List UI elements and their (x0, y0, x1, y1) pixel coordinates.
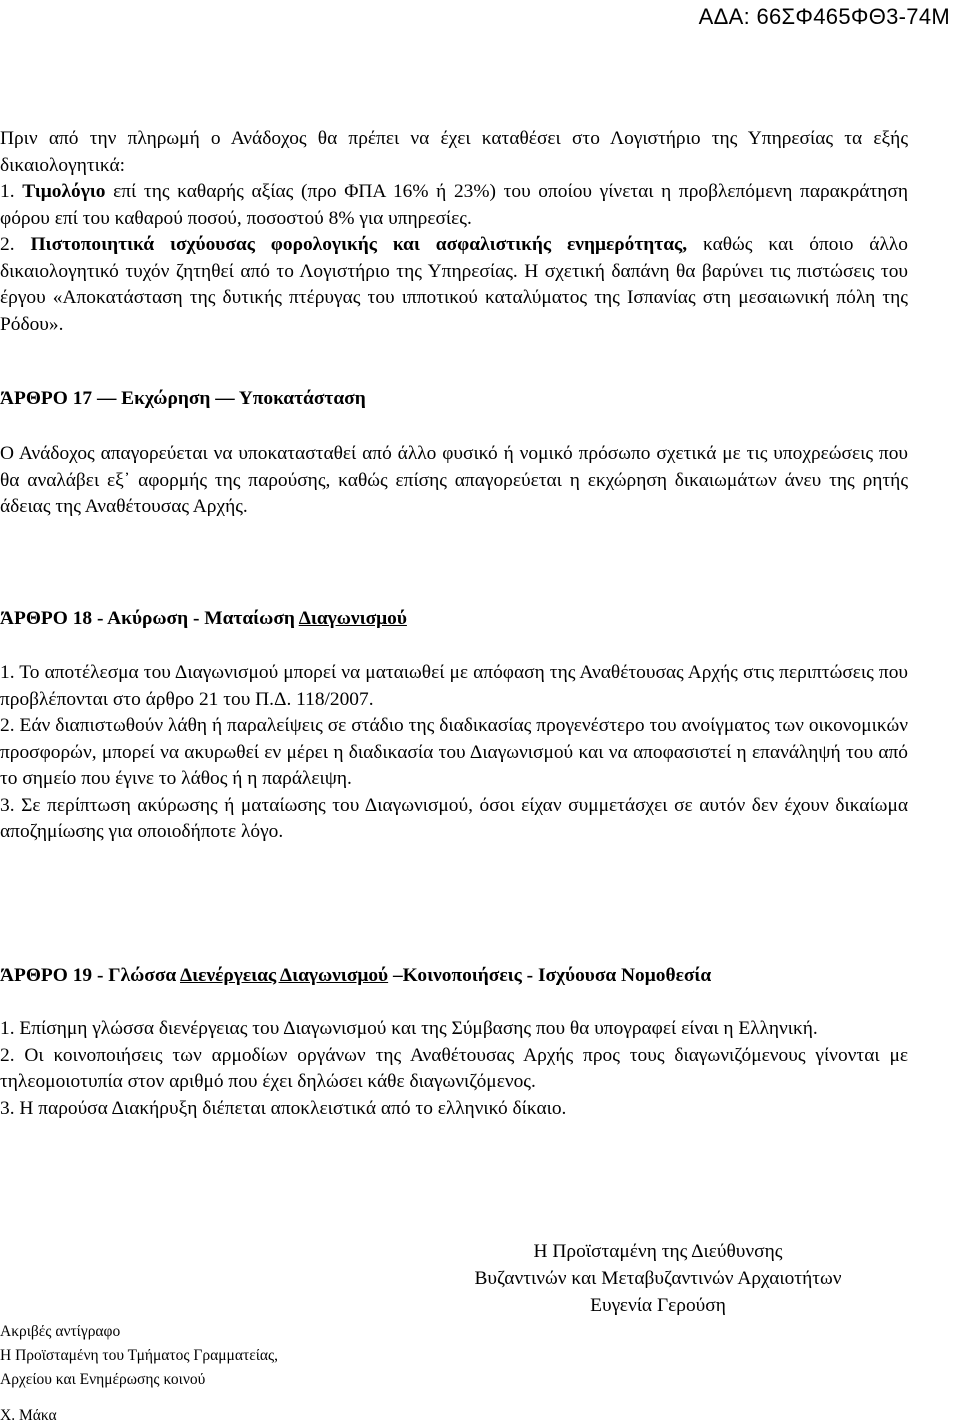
item2-number: 2. (0, 234, 15, 255)
article-19-item-2: 2. Οι κοινοποιήσεις των αρμοδίων οργάνων της Αναθέτουσας Αρχής προς τους διαγωνιζόμενους γίνονται με τηλεομοιοτυπία στον αριθμό που έχει δηλώσει κάθε διαγωνιζόμενος. (0, 1044, 908, 1092)
article-19-item-3: 3. Η παρούσα Διακήρυξη διέπεται αποκλειστικά από το ελληνικό δίκαιο. (0, 1097, 567, 1119)
item2-tail: Η σχετική δαπάνη θα βαρύνει τις πιστώσεις του έργου «Αποκατάσταση της δυτικής πτέρυγας του ιπποτικού καταλύματος της Ισπανίας στη μεσαιωνική πόλη της Ρόδου». (0, 260, 908, 335)
article-17-body (0, 441, 908, 521)
article-18-item-3: 3. Σε περίπτωση ακύρωσης ή ματαίωσης του Διαγωνισμού, όσοι είχαν συμμετάσχει σε αυτόν δεν έχουν δικαίωμα αποζημίωσης για οποιοδήποτε λόγο. (0, 794, 908, 842)
signature-title: Η Προϊσταμένη της Διεύθυνσης (533, 1241, 783, 1262)
item1-bold: Τιμολόγιο (22, 181, 106, 202)
intro-text: Πριν από την πληρωμή ο Ανάδοχος θα πρέπει να έχει καταθέσει στο Λογιστήριο της Υπηρεσίας τα εξής δικαιολογητικά: (0, 128, 908, 176)
copy-title-1: Η Προϊσταμένη του Τμήματος Γραμματείας, (0, 1347, 279, 1364)
copy-name: Χ. Μάκα (0, 1407, 57, 1424)
ada-code: ΑΔΑ: 66ΣΦ465ΦΘ3-74Μ (698, 4, 950, 29)
item2-bold: Πιστοποιητικά ισχύουσας φορολογικής και ασφαλιστικής ενημερότητας, (30, 234, 688, 255)
article-18-item-1: 1. Το αποτέλεσμα του Διαγωνισμού μπορεί να ματαιωθεί με απόφαση της Αναθέτουσας Αρχής στις περιπτώσεις που προβλέπονται στο άρθρο 21 του Π.Δ. 118/2007. (0, 662, 908, 710)
article-19-title-c: –Κοινοποιήσεις - Ισχύουσα Νομοθεσία (388, 965, 712, 986)
article-19-title-a: ΆΡΘΡΟ 19 - Γλώσσα (0, 965, 180, 986)
signature-department: Βυζαντινών και Μεταβυζαντινών Αρχαιοτήτων (474, 1268, 842, 1289)
article-17-title: ΆΡΘΡΟ 17 — Εκχώρηση — Υποκατάσταση (0, 388, 366, 409)
article-18-title (0, 606, 407, 632)
article-18-body (0, 660, 908, 846)
article-19-body (0, 1016, 908, 1122)
payment-requirements (0, 126, 908, 338)
item1-text: επί της καθαρής αξίας (προ ΦΠΑ 16% ή 23%) του οποίου γίνεται η προβλεπόμενη παρακράτηση φόρου επί του καθαρού ποσού, ποσοστού 8% για υπηρεσίες. (0, 181, 908, 229)
article-17-paragraph: Ο Ανάδοχος απαγορεύεται να υποκατασταθεί από άλλο φυσικό ή νομικό πρόσωπο σχετικά με τις υποχρεώσεις που θα αναλάβει εξ᾽ αφορμής της παρούσης, καθώς επίσης απαγορεύεται η εκχώρηση δικαιωμάτων άνευ της ρητής άδειας της Αναθέτουσας Αρχής. (0, 443, 908, 517)
article-19-title (0, 963, 711, 989)
certified-copy-block (0, 1320, 278, 1428)
copy-label: Ακριβές αντίγραφο (0, 1323, 121, 1340)
article-19-title-underlined: Διενέργειας Διαγωνισμού (179, 965, 389, 986)
article-18-title-main: ΆΡΘΡΟ 18 - Ακύρωση - Ματαίωση (0, 608, 299, 629)
article-19-item-1: 1. Επίσημη γλώσσα διενέργειας του Διαγωνισμού και της Σύμβασης που θα υπογραφεί είναι η Ελληνική. (0, 1018, 818, 1039)
copy-title-2: Αρχείου και Ενημέρωσης κοινού (0, 1371, 206, 1388)
item1-number: 1. (0, 181, 15, 202)
item2-text: καθώς και όποιο άλλο δικαιολογητικό τυχόν ζητηθεί από το Λογιστήριο της Υπηρεσίας. (0, 234, 908, 282)
signature-name: Ευγενία Γερούση (590, 1295, 726, 1316)
article-18-title-underlined: Διαγωνισμού (298, 608, 407, 629)
signature-block (0, 1238, 908, 1319)
article-18-item-2: 2. Εάν διαπιστωθούν λάθη ή παραλείψεις σε στάδιο της διαδικασίας προγενέστερο του ανοίγματος των οικονομικών προσφορών, μπορεί να ακυρωθεί εν μέρει η διαδικασία του Διαγωνισμού και να αποφασιστεί η επανάληψή του από το σημείο που έγινε το λάθος ή η παράλειψη. (0, 715, 908, 789)
intro-paragraph (0, 126, 908, 338)
